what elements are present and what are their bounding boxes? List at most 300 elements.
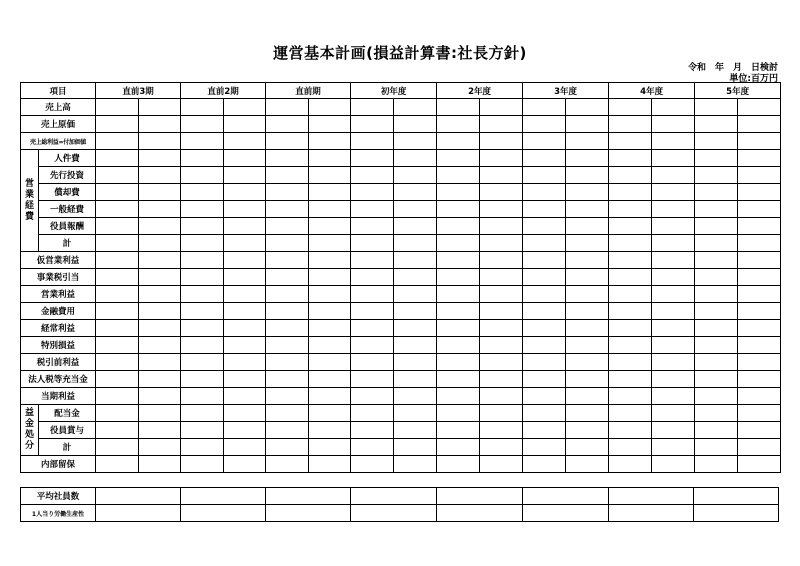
value-cell[interactable] — [181, 116, 224, 133]
value-cell[interactable] — [738, 150, 781, 167]
value-cell[interactable] — [480, 269, 523, 286]
value-cell[interactable] — [266, 422, 309, 439]
value-cell[interactable] — [480, 439, 523, 456]
value-cell[interactable] — [351, 218, 394, 235]
value-cell[interactable] — [309, 388, 351, 405]
value-cell[interactable] — [394, 252, 437, 269]
value-cell[interactable] — [652, 269, 695, 286]
value-cell[interactable] — [351, 303, 394, 320]
value-cell[interactable] — [609, 405, 652, 422]
value-cell[interactable] — [181, 150, 224, 167]
value-cell[interactable] — [351, 286, 394, 303]
value-cell[interactable] — [480, 116, 523, 133]
value-cell[interactable] — [394, 405, 437, 422]
value-cell[interactable] — [96, 456, 139, 473]
value-cell[interactable] — [181, 133, 224, 150]
value-cell[interactable] — [566, 354, 609, 371]
value-cell[interactable] — [480, 286, 523, 303]
value-cell[interactable] — [523, 320, 566, 337]
value-cell[interactable] — [523, 337, 566, 354]
value-cell[interactable] — [437, 371, 480, 388]
value-cell[interactable] — [437, 167, 480, 184]
value-cell[interactable] — [266, 218, 309, 235]
value-cell[interactable] — [652, 201, 695, 218]
value-cell[interactable] — [695, 456, 738, 473]
value-cell[interactable] — [480, 456, 523, 473]
value-cell[interactable] — [309, 405, 351, 422]
value-cell[interactable] — [266, 167, 309, 184]
value-cell[interactable] — [394, 201, 437, 218]
value-cell[interactable] — [96, 133, 139, 150]
value-cell[interactable] — [652, 252, 695, 269]
value-cell[interactable] — [652, 167, 695, 184]
value-cell[interactable] — [139, 303, 181, 320]
value-cell[interactable] — [309, 235, 351, 252]
value-cell[interactable] — [738, 218, 781, 235]
value-cell[interactable] — [224, 218, 266, 235]
value-cell[interactable] — [96, 167, 139, 184]
value-cell[interactable] — [566, 150, 609, 167]
value-cell[interactable] — [738, 303, 781, 320]
value-cell[interactable] — [309, 371, 351, 388]
value-cell[interactable] — [309, 303, 351, 320]
value-cell[interactable] — [351, 371, 394, 388]
value-cell[interactable] — [480, 388, 523, 405]
value-cell[interactable] — [523, 218, 566, 235]
value-cell[interactable] — [695, 354, 738, 371]
value-cell[interactable] — [351, 99, 394, 116]
value-cell[interactable] — [139, 201, 181, 218]
value-cell[interactable] — [394, 218, 437, 235]
value-cell[interactable] — [437, 405, 480, 422]
value-cell[interactable] — [266, 184, 309, 201]
value-cell[interactable] — [181, 371, 224, 388]
value-cell[interactable] — [523, 252, 566, 269]
value-cell[interactable] — [139, 337, 181, 354]
value-cell[interactable] — [266, 405, 309, 422]
value-cell[interactable] — [351, 505, 437, 522]
value-cell[interactable] — [351, 405, 394, 422]
value-cell[interactable] — [351, 354, 394, 371]
value-cell[interactable] — [480, 167, 523, 184]
value-cell[interactable] — [695, 303, 738, 320]
value-cell[interactable] — [309, 201, 351, 218]
value-cell[interactable] — [224, 405, 266, 422]
value-cell[interactable] — [609, 286, 652, 303]
value-cell[interactable] — [309, 184, 351, 201]
value-cell[interactable] — [437, 235, 480, 252]
value-cell[interactable] — [139, 116, 181, 133]
value-cell[interactable] — [480, 303, 523, 320]
value-cell[interactable] — [266, 456, 309, 473]
value-cell[interactable] — [480, 201, 523, 218]
value-cell[interactable] — [139, 456, 181, 473]
value-cell[interactable] — [738, 439, 781, 456]
value-cell[interactable] — [566, 99, 609, 116]
value-cell[interactable] — [652, 337, 695, 354]
value-cell[interactable] — [480, 133, 523, 150]
value-cell[interactable] — [96, 388, 139, 405]
value-cell[interactable] — [652, 218, 695, 235]
value-cell[interactable] — [96, 371, 139, 388]
value-cell[interactable] — [96, 422, 139, 439]
value-cell[interactable] — [652, 303, 695, 320]
value-cell[interactable] — [394, 337, 437, 354]
value-cell[interactable] — [139, 218, 181, 235]
value-cell[interactable] — [96, 320, 139, 337]
value-cell[interactable] — [695, 116, 738, 133]
value-cell[interactable] — [566, 167, 609, 184]
value-cell[interactable] — [96, 505, 181, 522]
value-cell[interactable] — [139, 422, 181, 439]
value-cell[interactable] — [652, 116, 695, 133]
value-cell[interactable] — [738, 371, 781, 388]
value-cell[interactable] — [96, 116, 139, 133]
value-cell[interactable] — [266, 505, 351, 522]
value-cell[interactable] — [480, 99, 523, 116]
value-cell[interactable] — [609, 201, 652, 218]
value-cell[interactable] — [394, 354, 437, 371]
value-cell[interactable] — [609, 116, 652, 133]
value-cell[interactable] — [96, 286, 139, 303]
value-cell[interactable] — [566, 235, 609, 252]
value-cell[interactable] — [609, 337, 652, 354]
value-cell[interactable] — [609, 99, 652, 116]
value-cell[interactable] — [523, 371, 566, 388]
value-cell[interactable] — [437, 303, 480, 320]
value-cell[interactable] — [224, 422, 266, 439]
value-cell[interactable] — [437, 99, 480, 116]
value-cell[interactable] — [394, 422, 437, 439]
value-cell[interactable] — [437, 218, 480, 235]
value-cell[interactable] — [139, 167, 181, 184]
value-cell[interactable] — [738, 167, 781, 184]
value-cell[interactable] — [266, 99, 309, 116]
value-cell[interactable] — [181, 99, 224, 116]
value-cell[interactable] — [652, 320, 695, 337]
value-cell[interactable] — [480, 371, 523, 388]
value-cell[interactable] — [738, 184, 781, 201]
value-cell[interactable] — [394, 388, 437, 405]
value-cell[interactable] — [139, 184, 181, 201]
value-cell[interactable] — [566, 133, 609, 150]
value-cell[interactable] — [224, 337, 266, 354]
value-cell[interactable] — [609, 133, 652, 150]
value-cell[interactable] — [266, 133, 309, 150]
value-cell[interactable] — [437, 133, 480, 150]
value-cell[interactable] — [96, 337, 139, 354]
value-cell[interactable] — [480, 235, 523, 252]
value-cell[interactable] — [181, 337, 224, 354]
value-cell[interactable] — [224, 99, 266, 116]
value-cell[interactable] — [181, 422, 224, 439]
value-cell[interactable] — [566, 337, 609, 354]
value-cell[interactable] — [96, 184, 139, 201]
value-cell[interactable] — [609, 439, 652, 456]
value-cell[interactable] — [566, 116, 609, 133]
value-cell[interactable] — [224, 167, 266, 184]
value-cell[interactable] — [309, 320, 351, 337]
value-cell[interactable] — [394, 150, 437, 167]
value-cell[interactable] — [309, 218, 351, 235]
value-cell[interactable] — [139, 235, 181, 252]
value-cell[interactable] — [480, 150, 523, 167]
value-cell[interactable] — [181, 439, 224, 456]
value-cell[interactable] — [437, 150, 480, 167]
value-cell[interactable] — [181, 286, 224, 303]
value-cell[interactable] — [394, 235, 437, 252]
value-cell[interactable] — [609, 422, 652, 439]
value-cell[interactable] — [181, 388, 224, 405]
value-cell[interactable] — [96, 405, 139, 422]
value-cell[interactable] — [224, 354, 266, 371]
value-cell[interactable] — [266, 337, 309, 354]
value-cell[interactable] — [480, 422, 523, 439]
value-cell[interactable] — [609, 269, 652, 286]
value-cell[interactable] — [609, 388, 652, 405]
value-cell[interactable] — [309, 99, 351, 116]
value-cell[interactable] — [695, 269, 738, 286]
value-cell[interactable] — [437, 456, 480, 473]
value-cell[interactable] — [523, 235, 566, 252]
value-cell[interactable] — [480, 184, 523, 201]
value-cell[interactable] — [609, 150, 652, 167]
value-cell[interactable] — [523, 388, 566, 405]
value-cell[interactable] — [652, 235, 695, 252]
value-cell[interactable] — [523, 116, 566, 133]
value-cell[interactable] — [652, 456, 695, 473]
value-cell[interactable] — [181, 269, 224, 286]
value-cell[interactable] — [738, 320, 781, 337]
value-cell[interactable] — [351, 337, 394, 354]
value-cell[interactable] — [695, 286, 738, 303]
value-cell[interactable] — [480, 320, 523, 337]
value-cell[interactable] — [224, 320, 266, 337]
value-cell[interactable] — [695, 167, 738, 184]
value-cell[interactable] — [695, 184, 738, 201]
value-cell[interactable] — [266, 235, 309, 252]
value-cell[interactable] — [609, 235, 652, 252]
value-cell[interactable] — [351, 422, 394, 439]
value-cell[interactable] — [566, 286, 609, 303]
value-cell[interactable] — [181, 320, 224, 337]
value-cell[interactable] — [266, 439, 309, 456]
value-cell[interactable] — [309, 150, 351, 167]
value-cell[interactable] — [523, 505, 609, 522]
value-cell[interactable] — [566, 303, 609, 320]
value-cell[interactable] — [181, 303, 224, 320]
value-cell[interactable] — [566, 184, 609, 201]
value-cell[interactable] — [480, 252, 523, 269]
value-cell[interactable] — [523, 167, 566, 184]
value-cell[interactable] — [609, 320, 652, 337]
value-cell[interactable] — [437, 184, 480, 201]
value-cell[interactable] — [309, 116, 351, 133]
value-cell[interactable] — [523, 150, 566, 167]
value-cell[interactable] — [694, 488, 779, 505]
value-cell[interactable] — [523, 488, 609, 505]
value-cell[interactable] — [394, 456, 437, 473]
value-cell[interactable] — [351, 150, 394, 167]
value-cell[interactable] — [394, 371, 437, 388]
value-cell[interactable] — [695, 150, 738, 167]
value-cell[interactable] — [738, 354, 781, 371]
value-cell[interactable] — [224, 388, 266, 405]
value-cell[interactable] — [139, 388, 181, 405]
value-cell[interactable] — [394, 320, 437, 337]
value-cell[interactable] — [266, 488, 351, 505]
value-cell[interactable] — [652, 99, 695, 116]
value-cell[interactable] — [181, 218, 224, 235]
value-cell[interactable] — [437, 116, 480, 133]
value-cell[interactable] — [609, 218, 652, 235]
value-cell[interactable] — [566, 371, 609, 388]
value-cell[interactable] — [695, 371, 738, 388]
value-cell[interactable] — [523, 99, 566, 116]
value-cell[interactable] — [738, 456, 781, 473]
value-cell[interactable] — [96, 235, 139, 252]
value-cell[interactable] — [224, 252, 266, 269]
value-cell[interactable] — [96, 439, 139, 456]
value-cell[interactable] — [96, 201, 139, 218]
value-cell[interactable] — [695, 201, 738, 218]
value-cell[interactable] — [566, 456, 609, 473]
value-cell[interactable] — [609, 488, 694, 505]
value-cell[interactable] — [181, 505, 266, 522]
value-cell[interactable] — [351, 388, 394, 405]
value-cell[interactable] — [224, 116, 266, 133]
value-cell[interactable] — [224, 269, 266, 286]
value-cell[interactable] — [437, 422, 480, 439]
value-cell[interactable] — [394, 184, 437, 201]
value-cell[interactable] — [652, 422, 695, 439]
value-cell[interactable] — [523, 439, 566, 456]
value-cell[interactable] — [224, 150, 266, 167]
value-cell[interactable] — [181, 354, 224, 371]
value-cell[interactable] — [566, 252, 609, 269]
value-cell[interactable] — [139, 252, 181, 269]
value-cell[interactable] — [224, 235, 266, 252]
value-cell[interactable] — [394, 116, 437, 133]
value-cell[interactable] — [351, 252, 394, 269]
value-cell[interactable] — [523, 201, 566, 218]
value-cell[interactable] — [437, 320, 480, 337]
value-cell[interactable] — [394, 269, 437, 286]
value-cell[interactable] — [351, 201, 394, 218]
value-cell[interactable] — [738, 235, 781, 252]
value-cell[interactable] — [609, 252, 652, 269]
value-cell[interactable] — [266, 269, 309, 286]
value-cell[interactable] — [437, 286, 480, 303]
value-cell[interactable] — [181, 405, 224, 422]
value-cell[interactable] — [738, 405, 781, 422]
value-cell[interactable] — [266, 320, 309, 337]
value-cell[interactable] — [309, 422, 351, 439]
value-cell[interactable] — [266, 303, 309, 320]
value-cell[interactable] — [437, 269, 480, 286]
value-cell[interactable] — [523, 184, 566, 201]
value-cell[interactable] — [695, 218, 738, 235]
value-cell[interactable] — [609, 184, 652, 201]
value-cell[interactable] — [738, 133, 781, 150]
value-cell[interactable] — [652, 371, 695, 388]
value-cell[interactable] — [266, 388, 309, 405]
value-cell[interactable] — [437, 201, 480, 218]
value-cell[interactable] — [566, 218, 609, 235]
value-cell[interactable] — [351, 439, 394, 456]
value-cell[interactable] — [351, 488, 437, 505]
value-cell[interactable] — [523, 133, 566, 150]
value-cell[interactable] — [309, 337, 351, 354]
value-cell[interactable] — [566, 388, 609, 405]
value-cell[interactable] — [523, 286, 566, 303]
value-cell[interactable] — [139, 133, 181, 150]
value-cell[interactable] — [139, 99, 181, 116]
value-cell[interactable] — [609, 456, 652, 473]
value-cell[interactable] — [695, 405, 738, 422]
value-cell[interactable] — [139, 405, 181, 422]
value-cell[interactable] — [96, 488, 181, 505]
value-cell[interactable] — [96, 252, 139, 269]
value-cell[interactable] — [652, 439, 695, 456]
value-cell[interactable] — [309, 252, 351, 269]
value-cell[interactable] — [437, 388, 480, 405]
value-cell[interactable] — [738, 337, 781, 354]
value-cell[interactable] — [266, 286, 309, 303]
value-cell[interactable] — [181, 184, 224, 201]
value-cell[interactable] — [652, 184, 695, 201]
value-cell[interactable] — [566, 269, 609, 286]
value-cell[interactable] — [566, 320, 609, 337]
value-cell[interactable] — [266, 150, 309, 167]
value-cell[interactable] — [480, 354, 523, 371]
value-cell[interactable] — [181, 235, 224, 252]
value-cell[interactable] — [224, 286, 266, 303]
value-cell[interactable] — [351, 133, 394, 150]
value-cell[interactable] — [224, 184, 266, 201]
value-cell[interactable] — [266, 252, 309, 269]
value-cell[interactable] — [96, 354, 139, 371]
value-cell[interactable] — [437, 252, 480, 269]
value-cell[interactable] — [266, 354, 309, 371]
value-cell[interactable] — [139, 371, 181, 388]
value-cell[interactable] — [480, 337, 523, 354]
value-cell[interactable] — [523, 269, 566, 286]
value-cell[interactable] — [181, 167, 224, 184]
value-cell[interactable] — [437, 488, 523, 505]
value-cell[interactable] — [695, 439, 738, 456]
value-cell[interactable] — [738, 388, 781, 405]
value-cell[interactable] — [96, 269, 139, 286]
value-cell[interactable] — [351, 184, 394, 201]
value-cell[interactable] — [394, 439, 437, 456]
value-cell[interactable] — [695, 99, 738, 116]
value-cell[interactable] — [694, 505, 779, 522]
value-cell[interactable] — [351, 320, 394, 337]
value-cell[interactable] — [695, 388, 738, 405]
value-cell[interactable] — [523, 456, 566, 473]
value-cell[interactable] — [266, 371, 309, 388]
value-cell[interactable] — [652, 388, 695, 405]
value-cell[interactable] — [309, 167, 351, 184]
value-cell[interactable] — [738, 252, 781, 269]
value-cell[interactable] — [394, 99, 437, 116]
value-cell[interactable] — [609, 505, 694, 522]
value-cell[interactable] — [224, 303, 266, 320]
value-cell[interactable] — [652, 133, 695, 150]
value-cell[interactable] — [566, 405, 609, 422]
value-cell[interactable] — [139, 286, 181, 303]
